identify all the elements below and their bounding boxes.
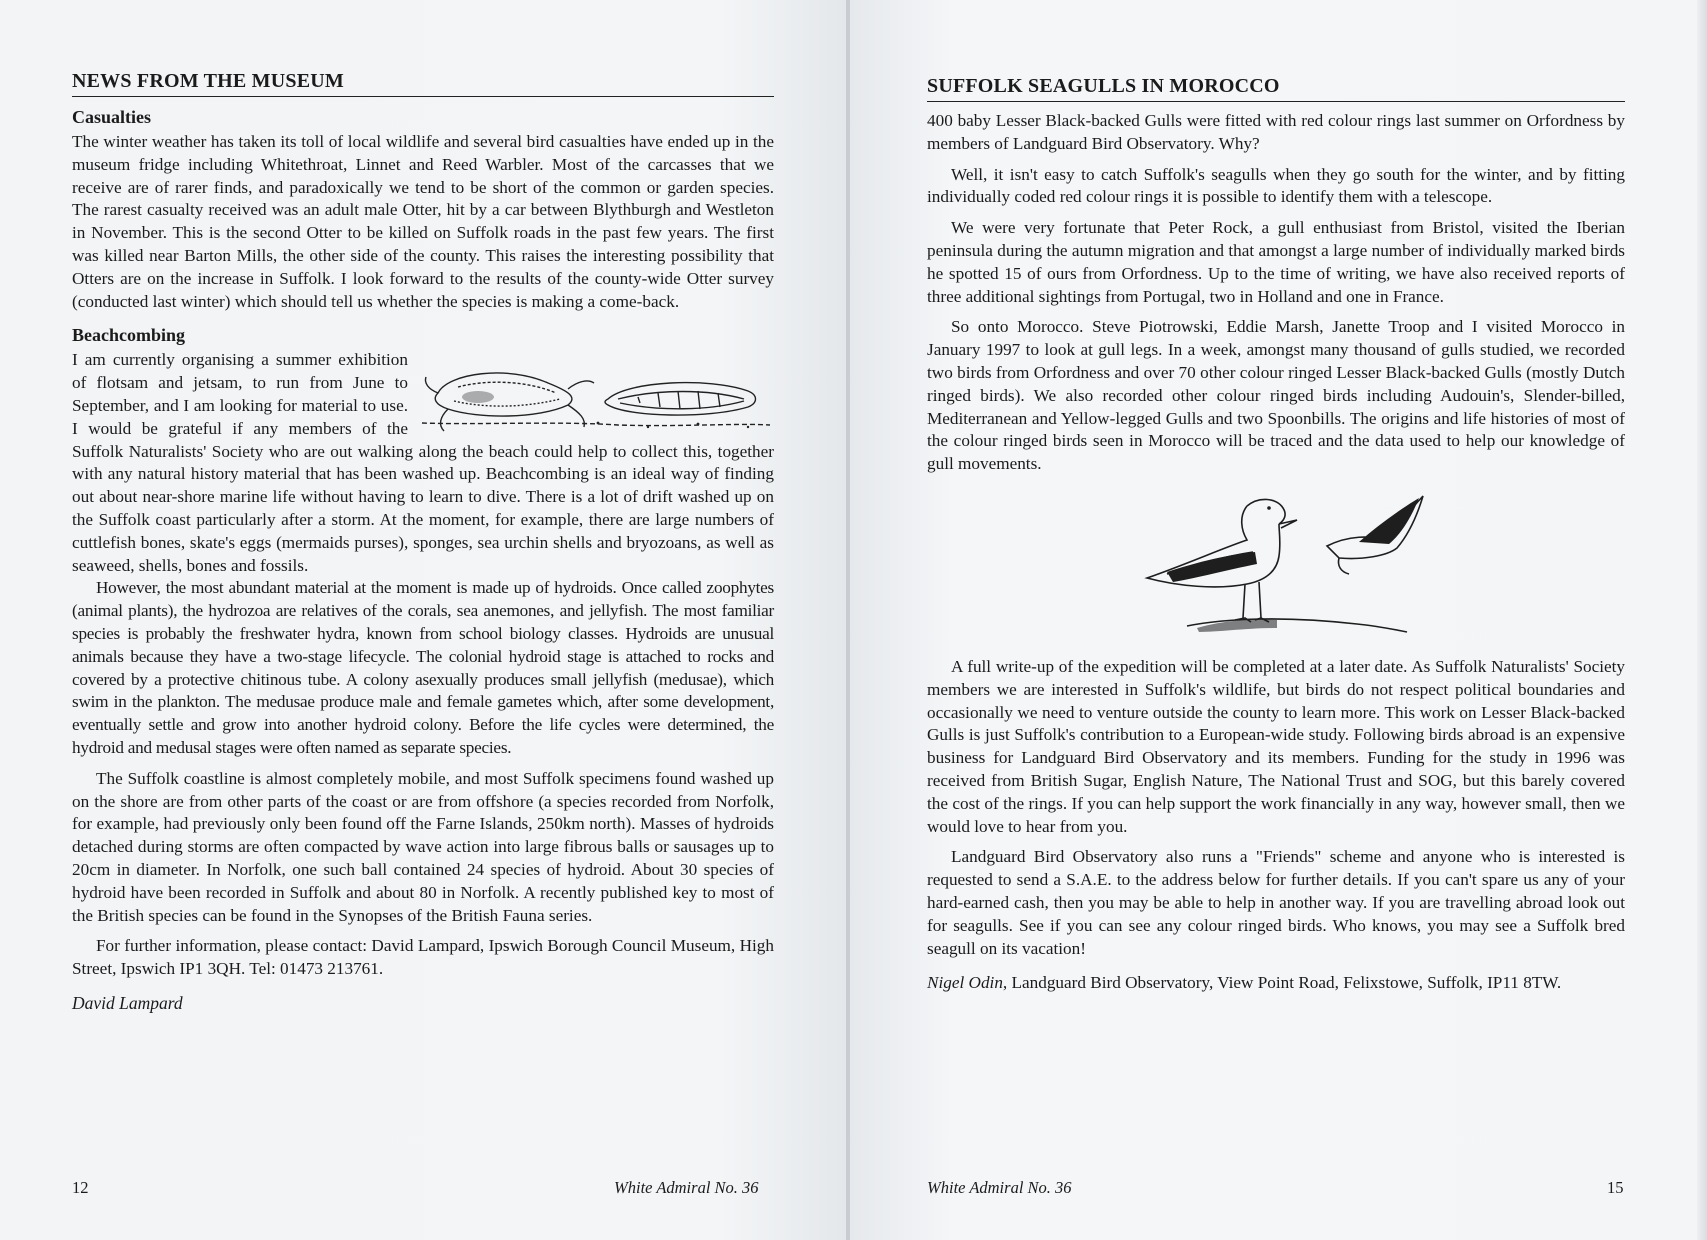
journal-title: White Admiral No. 36 xyxy=(927,1178,1072,1197)
left-page xyxy=(0,0,848,1240)
journal-footer xyxy=(927,1178,1072,1198)
author-name: Nigel Odin xyxy=(927,973,1003,993)
page-edge xyxy=(1697,0,1707,1240)
journal-title: White Admiral No. 36 xyxy=(614,1178,759,1197)
page-title: SUFFOLK SEAGULLS IN MOROCCO xyxy=(927,75,1625,102)
page-number: 15 xyxy=(1607,1178,1624,1197)
paragraph: However, the most abundant material at the moment is made up of hydroids. Once called zoophytes (animal plants), the hydrozoa are relatives of the corals, sea anemones, and jellyfish. The most familiar species is probably the freshwater hydra, known from school biology classes. Hydroids are unusual animals because they have a two-stage lifecycle. The colonial hydroid stage is attached to rocks and covered by a protective chitinous tube. A colony asexually produces small jellyfish (medusae), which swim in the plankton. The medusae produce male and female gametes which, after some development, eventually settle and grow into another hydroid colony. Before the life cycles were determined, the hydroid and medusal stages were often named as separate species. xyxy=(72,578,774,757)
section-heading-casualties: Casualties xyxy=(72,107,152,127)
paragraph: For further information, please contact: David Lampard, Ipswich Borough Council Museum, High Street, Ipswich IP1 3QH. Tel: 01473 213761. xyxy=(72,936,774,979)
paragraph: We were very fortunate that Peter Rock, a gull enthusiast from Bristol, visited the Iberian peninsula during the autumn migration and that amongst a large number of individually marked birds he spotted 15 of ours from Orfordness. Up to the time of writing, we have also received reports of three additional sightings from Portugal, two in Holland and one in France. xyxy=(927,218,1625,306)
paragraph: Well, it isn't easy to catch Suffolk's seagulls when they go south for the winter, and by fitting individually coded red colour rings it is possible to identify them with a telescope. xyxy=(927,164,1625,207)
right-page xyxy=(850,0,1707,1240)
right-column xyxy=(927,75,1625,995)
author-address xyxy=(927,972,1625,995)
page-title: NEWS FROM THE MUSEUM xyxy=(72,70,774,97)
paragraph: The Suffolk coastline is almost completely mobile, and most Suffolk specimens found washed up on the shore are from other parts of the coast or are from offshore (a species recorded from Norfolk, for example, had previously only been found off the Farne Islands, 250km north). Masses of hydroids detached during storms are often compacted by wave action into large fibrous balls or sausages up to 20cm in diameter. In Norfolk, one such ball contained 24 species of hydroid. About 30 species of hydroid have been recorded in Suffolk and about 80 in Norfolk. A recently published key to most of the British species can be found in the Synopses of the British Fauna series. xyxy=(72,768,774,925)
cuttlefish-illustration xyxy=(418,353,774,435)
author-signature: David Lampard xyxy=(72,992,183,1013)
gull-illustration xyxy=(1127,486,1427,646)
paragraph: A full write-up of the expedition will be completed at a later date. As Suffolk Naturalists' Society members we are interested in Suffolk's wildlife, but birds do not respect political boundaries and occasionally we need to venture outside the county to learn more. This work on Lesser Black-backed Gulls is just Suffolk's contribution to a European-wide study. Following birds abroad is an expensive business for Landguard Bird Observatory and its members. Funding for the study in 1996 was received from British Sugar, English Nature, The National Trust and SOG, but this barely covered the cost of the rings. If you can help support the work financially in any way, however small, then we would love to hear from you. xyxy=(927,656,1625,836)
address-text: , Landguard Bird Observatory, View Point Road, Felixstowe, Suffolk, IP11 8TW. xyxy=(1002,973,1562,993)
paragraph: So onto Morocco. Steve Piotrowski, Eddie Marsh, Janette Troop and I visited Morocco in January 1997 to look at gull legs. In a week, amongst many thousand of gulls studied, we recorded two birds from Orfordness and over 70 other colour ringed Lesser Black-backed Gulls (mostly Dutch ringed birds). We also recorded other colour ringed birds including Audouin's, Slender-billed, Mediterranean and Yellow-legged Gulls and two Spoonbills. The origins and life histories of most of the colour ringed birds seen in Morocco will be traced and the data used to help our knowledge of gull movements. xyxy=(927,317,1625,474)
paragraph: Landguard Bird Observatory also runs a "Friends" scheme and anyone who is interested is requested to send a S.A.E. to the address below for further details. If you can't spare us any of your hard-earned cash, then you may be able to help in another way. If you are travelling abroad look out for seagulls. See if you can see any colour ringed birds. Who knows, you may see a Suffolk bred seagull on its vacation! xyxy=(927,847,1625,958)
journal-footer xyxy=(614,1178,759,1198)
left-column xyxy=(72,70,774,1014)
paragraph: The winter weather has taken its toll of local wildlife and several bird casualties have ended up in the museum fridge including Whitethroat, Linnet and Reed Warbler. Most of the carcasses that we receive are of rarer finds, and paradoxically we tend to be short of the common or garden species. The rarest casualty received was an adult male Otter, hit by a car between Blythburgh and Westleton in November. This is the second Otter to be killed on Suffolk roads in the past few years. The first was killed near Barton Mills, the other side of the county. This raises the interesting possibility that Otters are on the increase in Suffolk. I look forward to the results of the county-wide Otter survey (conducted last winter) which should tell us whether the species is making a come-back. xyxy=(72,132,774,311)
section-heading-beachcombing: Beachcombing xyxy=(72,325,186,346)
paragraph: I am currently organising a summer exhibition of flotsam and jetsam, to run from June to September, and I am looking for material to use. I would be grateful if any members of the Suffolk Naturalists' Society who are out walking along the beach could help to collect this, together with any natural history material that has been washed up. Beachcombing is an ideal way of finding out about near-shore marine life without having to learn to dive. There is a lot of drift washed up on the Suffolk coast particularly after a storm. At the moment, for example, there are large numbers of cuttlefish bones, skate's eggs (mermaids purses), sponges, sea urchin shells and bryozoans, as well as seaweed, shells, bones and fossils. xyxy=(72,350,774,575)
paragraph: 400 baby Lesser Black-backed Gulls were fitted with red colour rings last summer on Orfordness by members of Landguard Bird Observatory. Why? xyxy=(927,111,1625,153)
page-number: 12 xyxy=(72,1178,89,1197)
